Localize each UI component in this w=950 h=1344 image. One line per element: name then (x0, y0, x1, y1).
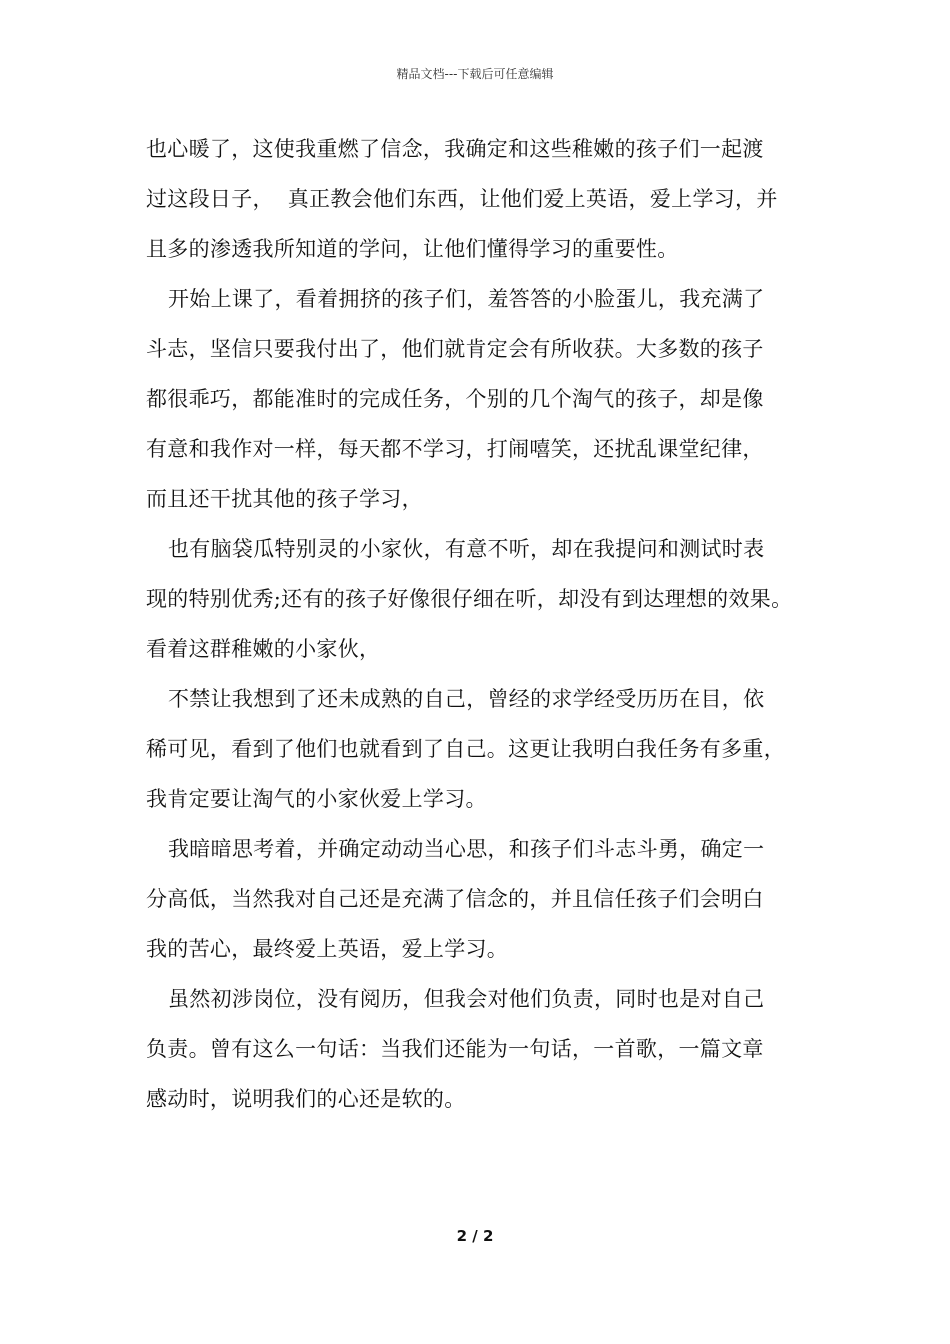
text-line: 我肯定要让淘气的小家伙爱上学习。 (146, 787, 487, 811)
text-line: 也心暖了，这使我重燃了信念，我确定和这些稚嫩的孩子们一起渡 (146, 137, 764, 161)
text-line: 过这段日子， 真正教会他们东西，让他们爱上英语，爱上学习，并 (146, 187, 778, 211)
text-line: 也有脑袋瓜特别灵的小家伙，有意不听，却在我提问和测试时表 (168, 537, 765, 561)
text-line: 有意和我作对一样，每天都不学习，打闹嘻笑，还扰乱课堂纪律， (146, 437, 764, 461)
paragraph-3 (146, 524, 826, 674)
text-line: 稀可见，看到了他们也就看到了自己。这更让我明白我任务有多重， (146, 737, 785, 761)
text-line: 分高低，当然我对自己还是充满了信念的，并且信任孩子们会明白 (146, 887, 764, 911)
text-line: 斗志，坚信只要我付出了，他们就肯定会有所收获。大多数的孩子 (146, 337, 764, 361)
text-line: 现的特别优秀;还有的孩子好像很仔细在听，却没有到达理想的效果。 (146, 587, 793, 611)
text-line: 负责。曾有这么一句话：当我们还能为一句话，一首歌，一篇文章 (146, 1037, 764, 1061)
text-line: 都很乖巧，都能准时的完成任务，个别的几个淘气的孩子，却是像 (146, 387, 764, 411)
paragraph-1 (146, 124, 826, 274)
text-line: 看着这群稚嫩的小家伙， (146, 637, 381, 661)
paragraph-6 (146, 974, 826, 1124)
document-body (146, 124, 826, 1124)
paragraph-5 (146, 824, 826, 974)
text-line: 虽然初涉岗位，没有阅历，但我会对他们负责，同时也是对自己 (168, 987, 765, 1011)
page-header: 精品文档---下载后可任意编辑 (396, 67, 554, 81)
paragraph-4 (146, 674, 826, 824)
text-line: 且多的渗透我所知道的学问，让他们懂得学习的重要性。 (146, 237, 679, 261)
text-line: 我的苦心，最终爱上英语，爱上学习。 (146, 937, 509, 961)
text-line: 感动时，说明我们的心还是软的。 (146, 1087, 466, 1111)
paragraph-2 (146, 274, 826, 524)
text-line: 我暗暗思考着，并确定动动当心思，和孩子们斗志斗勇，确定一 (168, 837, 765, 861)
text-line: 而且还干扰其他的孩子学习， (146, 487, 423, 511)
page-number: 2 / 2 (456, 1227, 494, 1245)
text-line: 开始上课了，看着拥挤的孩子们，羞答答的小脸蛋儿，我充满了 (168, 287, 765, 311)
text-line: 不禁让我想到了还未成熟的自己，曾经的求学经受历历在目，依 (168, 687, 765, 711)
